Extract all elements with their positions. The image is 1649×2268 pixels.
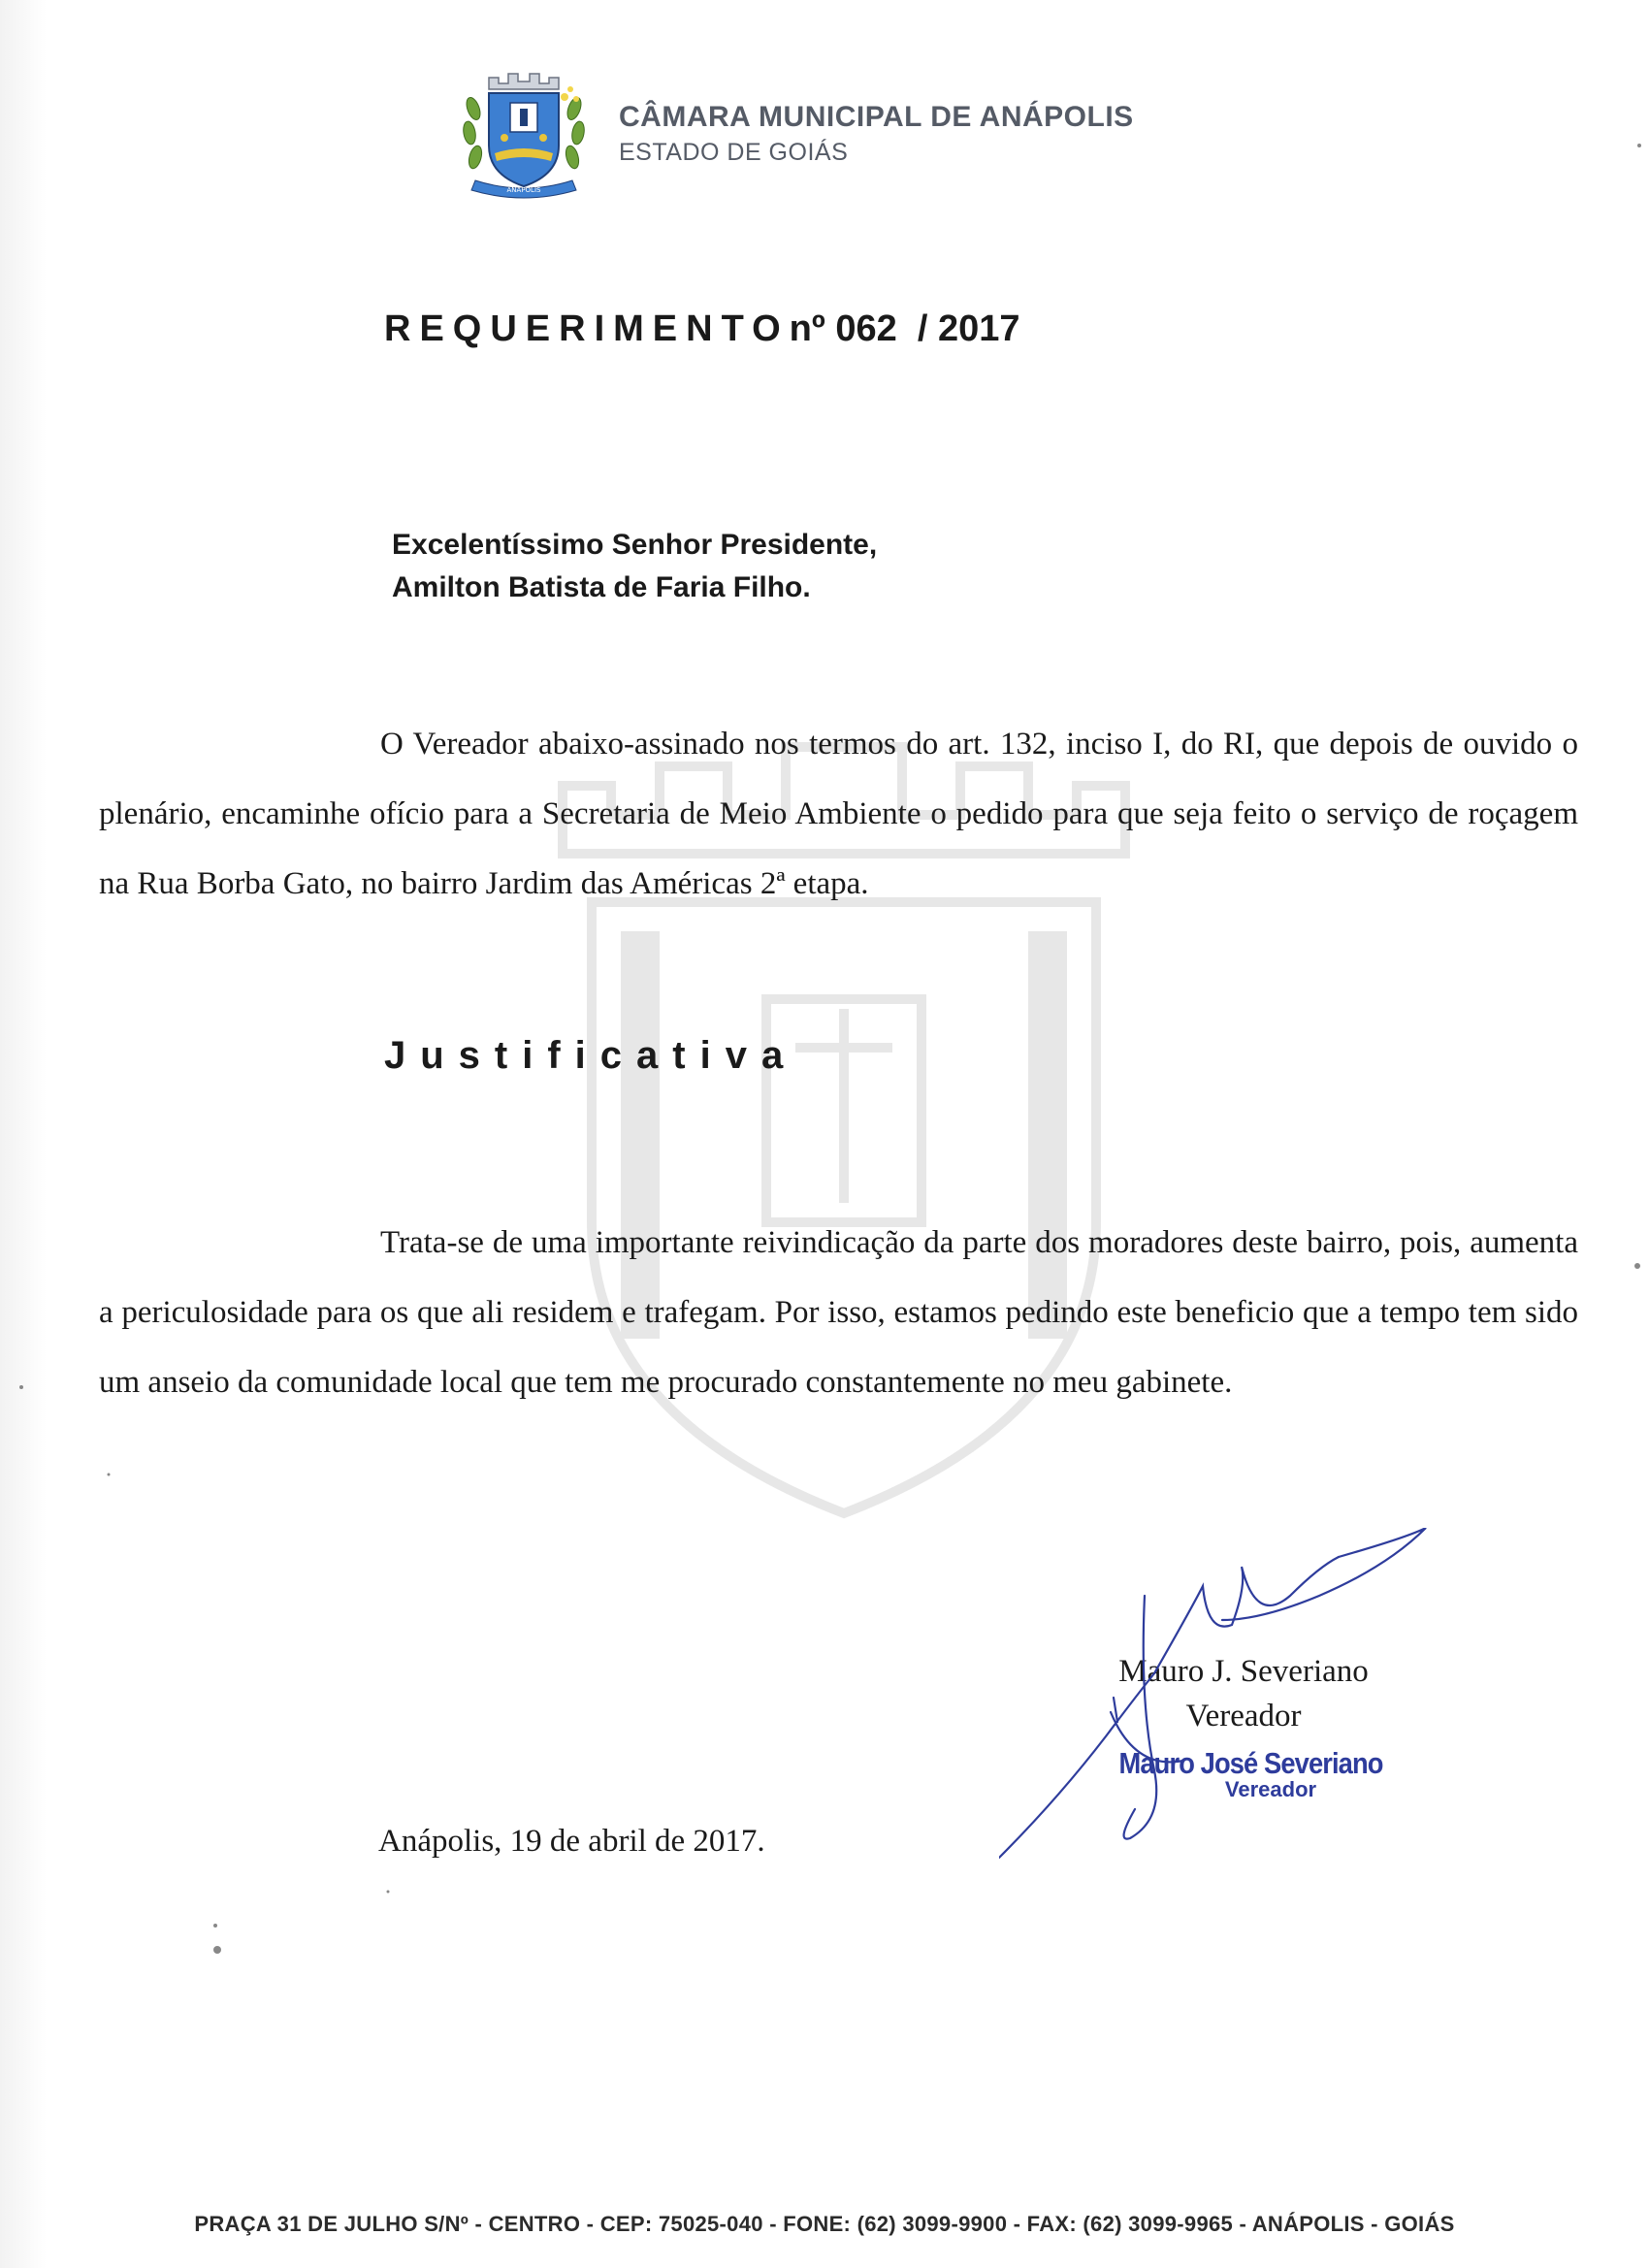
stamp-name: Mauro José Severiano: [1118, 1746, 1383, 1780]
letterhead: [456, 60, 1134, 201]
date-line: Anápolis, 19 de abril de 2017.: [378, 1824, 765, 1859]
document-title-word: REQUERIMENTO: [384, 308, 790, 349]
justification-paragraph: Trata-se de uma importante reivindicação da parte dos moradores deste bairro, pois, aumenta a periculosidade para os que ali residem e trafegam. Por isso, estamos pedindo este beneficio que a tempo tem sido um anseio da comunidade local que tem me procurado constantemente no meu gabinete.: [99, 1225, 1578, 1400]
signer-role: Vereador: [1185, 1699, 1302, 1733]
organization-name: CÂMARA MUNICIPAL DE ANÁPOLIS: [619, 101, 1134, 133]
organization-state: ESTADO DE GOIÁS: [619, 139, 849, 166]
footer-address: PRAÇA 31 DE JULHO S/Nº - CENTRO - CEP: 75025-040 - FONE: (62) 3099-9900 - FAX: (62) 3099-9965 - ANÁPOLIS - GOIÁS: [194, 2212, 1455, 2236]
salutation-line-2: Amilton Batista de Faria Filho.: [392, 571, 811, 603]
document-number: nº 062 / 2017: [789, 308, 1020, 349]
request-paragraph: O Vereador abaixo-assinado nos termos do art. 132, inciso I, do RI, que depois de ouvido o plenário, encaminhe ofício para a Secretaria de Meio Ambiente o pedido para que seja feito o serviço de roçagem na Rua Borba Gato, no bairro Jardim das Américas 2ª etapa.: [99, 727, 1578, 901]
justification-heading: Justificativa: [384, 1034, 798, 1077]
crest-ribbon-text: ANÁPOLIS: [506, 186, 541, 194]
salutation-block: [392, 524, 877, 609]
document-title: [384, 308, 1020, 350]
handwritten-signature-icon: [999, 1528, 1455, 1896]
scan-edge-shadow: [0, 0, 47, 2268]
salutation-line-1: Excelentíssimo Senhor Presidente,: [392, 529, 878, 561]
municipal-coat-of-arms-icon: [456, 60, 592, 201]
signer-name: Mauro J. Severiano: [1118, 1654, 1369, 1689]
stamp-role: Vereador: [1224, 1777, 1317, 1801]
